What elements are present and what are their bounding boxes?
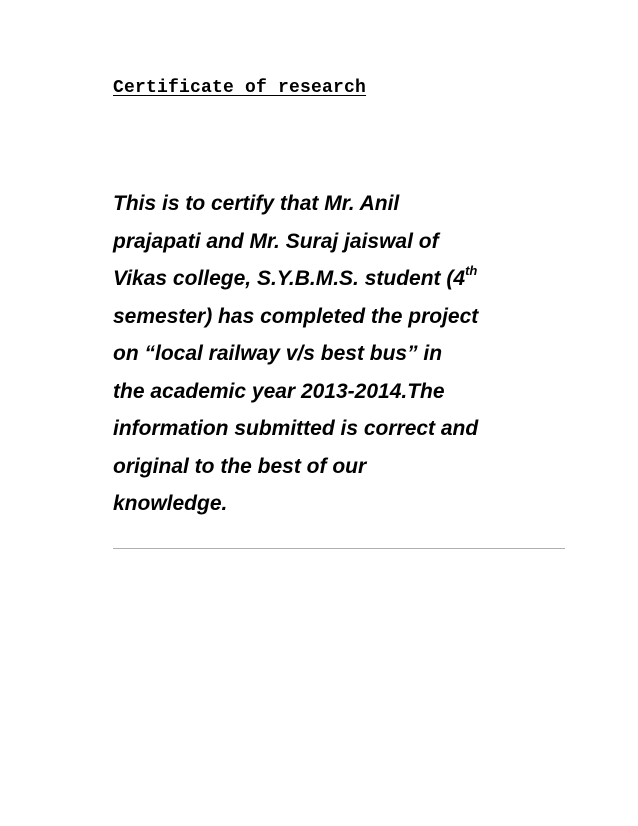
body-line-2: prajapati and Mr. Suraj jaiswal of [113, 229, 439, 253]
body-line-6: the academic year 2013-2014.The [113, 379, 445, 403]
body-line-3 [113, 260, 583, 298]
body-line-7: information submitted is correct and [113, 417, 479, 440]
ordinal-superscript: th [465, 263, 478, 278]
body-line-9: knowledge. [113, 492, 228, 515]
body-line-1: This is to certify that Mr. Anil [113, 192, 400, 215]
body-line-3-text: Vikas college, S.Y.B.M.S. student (4 [113, 267, 466, 290]
body-line-5: on “local railway v/s best bus” in [113, 342, 443, 365]
body-line-4: semester) has completed the project [113, 304, 479, 328]
body-line-8: original to the best of our [113, 454, 367, 478]
document-title: Certificate of research [113, 78, 367, 98]
certificate-body [113, 185, 583, 523]
horizontal-divider [113, 548, 565, 549]
